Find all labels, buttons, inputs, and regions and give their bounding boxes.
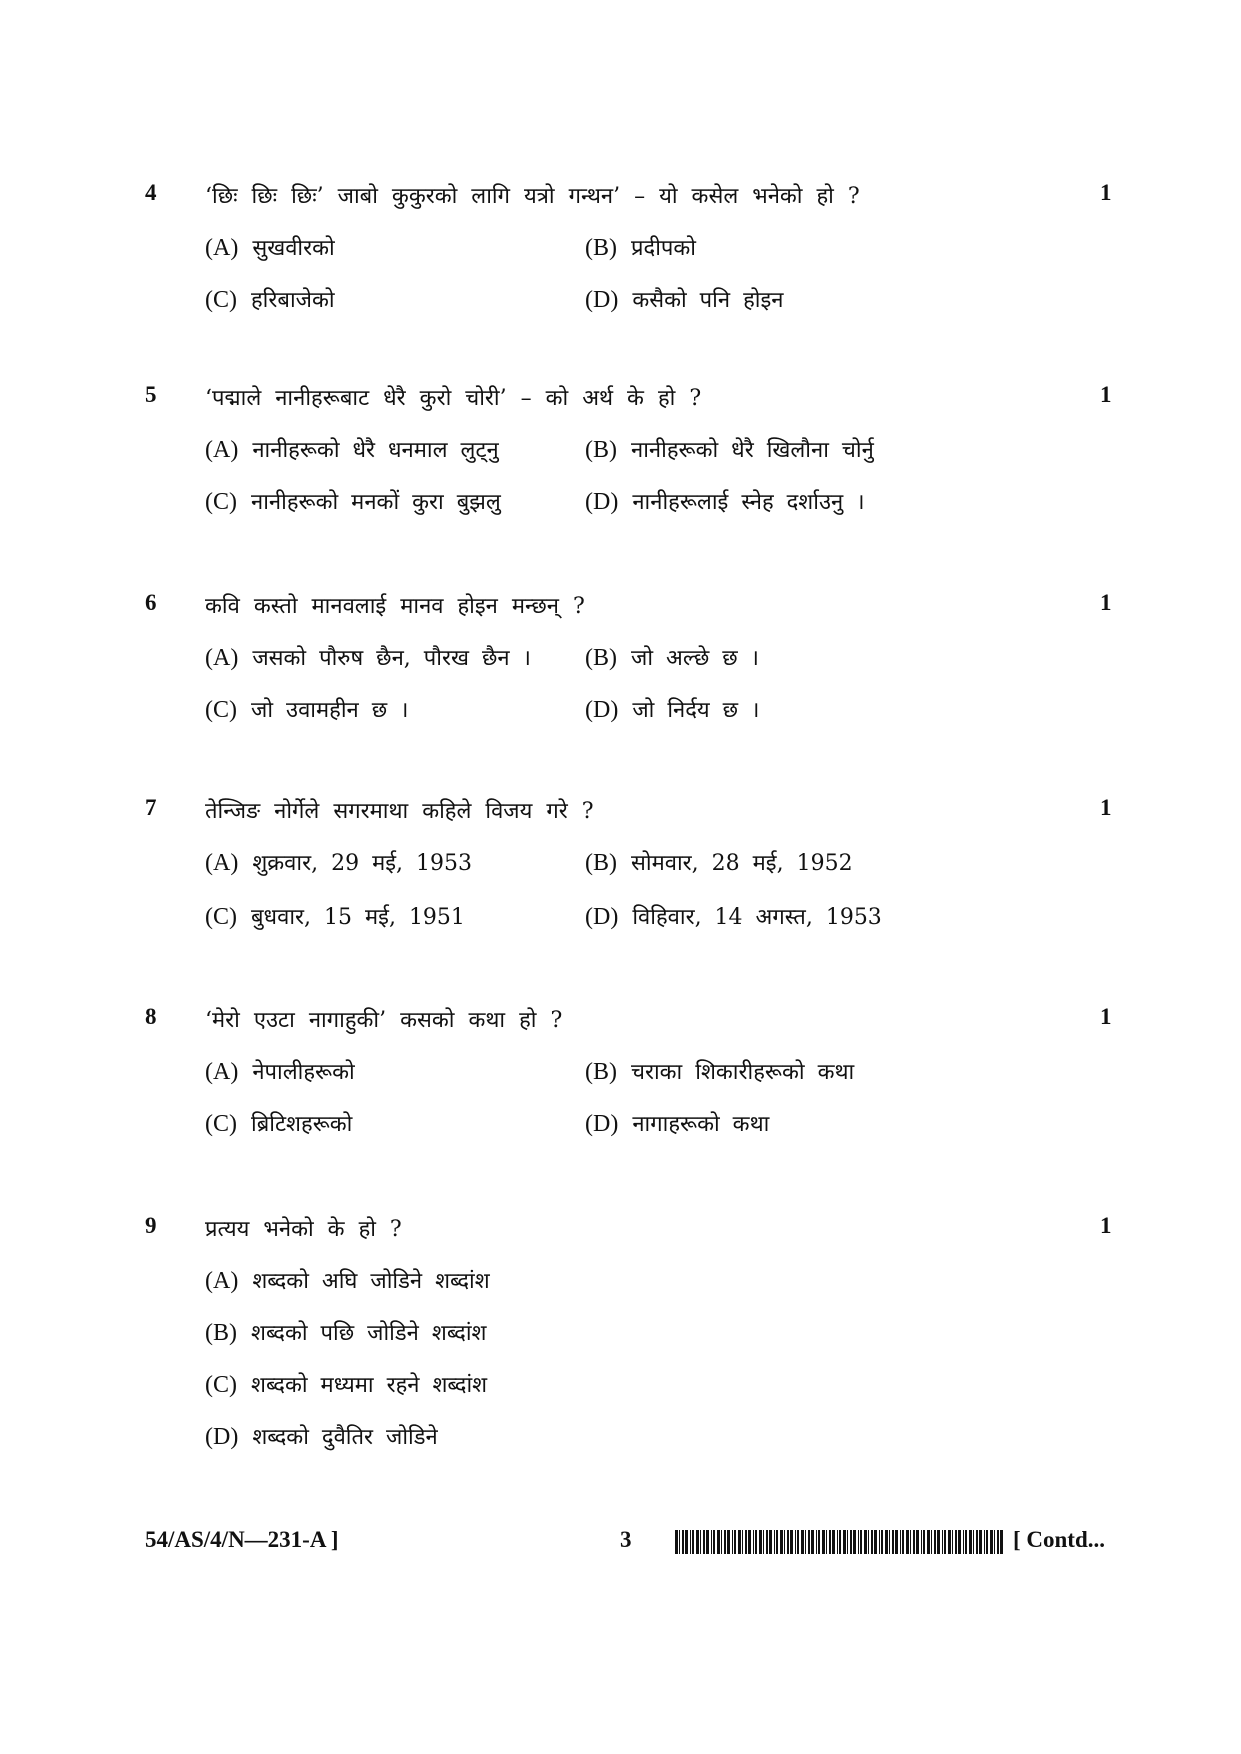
barcode-bar <box>906 1530 909 1554</box>
option-label: (A) <box>205 235 239 261</box>
option-text: नेपालीहरूको <box>252 1060 355 1085</box>
option-d <box>585 694 759 724</box>
barcode-bar <box>759 1530 762 1554</box>
barcode-bar <box>805 1530 806 1554</box>
barcode-bar <box>944 1530 946 1554</box>
barcode-bar <box>942 1530 943 1554</box>
barcode-bar <box>795 1530 796 1554</box>
option-d <box>585 901 882 931</box>
barcode-bar <box>753 1530 754 1554</box>
question-text: प्रत्यय भनेको के हो ? <box>205 1217 402 1242</box>
barcode-bar <box>703 1530 705 1554</box>
barcode-bar <box>675 1530 678 1554</box>
option-label: (D) <box>585 1111 619 1137</box>
option-text: नानीहरूको धेरै खिलौना चोर्नु <box>631 438 874 463</box>
barcode-bar <box>900 1530 901 1554</box>
barcode-bar <box>916 1530 919 1554</box>
barcode-bar <box>832 1530 835 1554</box>
barcode-bar <box>931 1530 932 1554</box>
barcode-bar <box>895 1530 898 1554</box>
option-label: (B) <box>585 645 617 671</box>
option-text: सोमवार, 28 मई, 1952 <box>631 851 853 876</box>
barcode-bar <box>808 1530 810 1554</box>
barcode-bar <box>994 1530 995 1554</box>
barcode-bar <box>969 1530 972 1554</box>
barcode-bar <box>868 1530 869 1554</box>
barcode-bar <box>679 1530 680 1554</box>
barcode-bar <box>910 1530 911 1554</box>
question-marks: 1 <box>1100 1213 1112 1238</box>
barcode-bar <box>706 1530 709 1554</box>
barcode-bar <box>885 1530 888 1554</box>
barcode-bar <box>963 1530 964 1554</box>
option-label: (A) <box>205 1268 239 1294</box>
barcode-bar <box>682 1530 684 1554</box>
option-text: चराका शिकारीहरूको कथा <box>631 1060 855 1085</box>
option-label: (D) <box>585 287 619 313</box>
question-text: कवि कस्तो मानवलाई मानव होइन मन्छन् ? <box>205 594 585 619</box>
option-text: शब्दको पछि जोडिने शब्दांश <box>251 1321 487 1346</box>
question-marks: 1 <box>1100 1004 1112 1029</box>
option-c <box>205 901 465 931</box>
barcode-bar <box>690 1530 691 1554</box>
option-label: (B) <box>585 1059 617 1085</box>
barcode-bar <box>818 1530 820 1554</box>
option-label: (C) <box>205 489 237 515</box>
option-b <box>585 1056 854 1086</box>
option-text: ब्रिटिशहरूको <box>251 1112 353 1137</box>
barcode-bar <box>763 1530 764 1554</box>
option-label: (D) <box>585 489 619 515</box>
barcode-bar <box>826 1530 827 1554</box>
barcode-bar <box>979 1530 982 1554</box>
option-label: (A) <box>205 1059 239 1085</box>
option-text: कसैको पनि होइन <box>632 288 784 313</box>
barcode-bar <box>952 1530 953 1554</box>
option-label: (C) <box>205 1372 237 1398</box>
barcode-bar <box>837 1530 838 1554</box>
option-d <box>585 486 865 516</box>
paper-code: 54/AS/4/N—231-A ] <box>145 1527 339 1552</box>
barcode-bar <box>727 1530 730 1554</box>
barcode-bar <box>858 1530 859 1554</box>
barcode-bar <box>755 1530 757 1554</box>
continued-label: [ Contd... <box>1013 1527 1106 1552</box>
barcode-bar <box>860 1530 862 1554</box>
option-text: बुधवार, 15 मई, 1951 <box>251 905 465 930</box>
option-label: (B) <box>585 235 617 261</box>
barcode-bar <box>829 1530 831 1554</box>
option-c <box>205 284 335 314</box>
option-d <box>585 284 783 314</box>
option-d <box>585 1108 769 1138</box>
option-b <box>585 847 853 877</box>
barcode-bar <box>902 1530 904 1554</box>
question-text: ‘छिः छिः छिः’ जाबो कुकुरको लागि यत्रो गन्थन’ – यो कसेल भनेको हो ? <box>205 184 860 209</box>
option-a <box>205 434 499 464</box>
barcode-bar <box>986 1530 988 1554</box>
option-text: प्रदीपको <box>631 236 696 261</box>
barcode-bar <box>990 1530 993 1554</box>
option-text: शब्दको दुवैतिर जोडिने <box>252 1425 438 1450</box>
option-text: जसको पौरुष छैन, पौरख छैन । <box>252 646 531 671</box>
barcode-bar <box>853 1530 856 1554</box>
barcode-bar <box>721 1530 722 1554</box>
barcode-bar <box>711 1530 712 1554</box>
option-label: (C) <box>205 1111 237 1137</box>
option-a <box>205 642 531 672</box>
barcode-bar <box>732 1530 733 1554</box>
barcode-bar <box>745 1530 747 1554</box>
barcode-bar <box>879 1530 880 1554</box>
barcode-bar <box>700 1530 701 1554</box>
barcode-bar <box>839 1530 841 1554</box>
barcode-bar <box>881 1530 883 1554</box>
option-c <box>205 694 409 724</box>
barcode-bar <box>738 1530 741 1554</box>
option-label: (B) <box>585 437 617 463</box>
option-label: (A) <box>205 437 239 463</box>
option-label: (D) <box>585 904 619 930</box>
barcode-bar <box>927 1530 930 1554</box>
question-marks: 1 <box>1100 590 1112 615</box>
barcode-bar <box>692 1530 694 1554</box>
barcode-bar <box>790 1530 793 1554</box>
barcode-bar <box>780 1530 783 1554</box>
barcode-bar <box>717 1530 720 1554</box>
barcode-bar <box>958 1530 961 1554</box>
barcode-bar <box>976 1530 978 1554</box>
option-c <box>205 1369 487 1399</box>
barcode-bar <box>934 1530 936 1554</box>
option-b <box>205 1317 486 1347</box>
question-number: 4 <box>145 180 157 205</box>
option-a <box>205 1056 355 1086</box>
barcode-bar <box>984 1530 985 1554</box>
option-text: विहिवार, 14 अगस्त, 1953 <box>632 905 882 930</box>
barcode-bar <box>787 1530 789 1554</box>
option-text: जो निर्दय छ । <box>632 698 760 723</box>
option-label: (D) <box>205 1424 239 1450</box>
question-text: ‘मेरो एउटा नागाहुकी’ कसको कथा हो ? <box>205 1008 563 1033</box>
barcode-bar <box>997 1530 999 1554</box>
option-text: शब्दको मध्यमा रहने शब्दांश <box>251 1373 488 1398</box>
option-label: (D) <box>585 697 619 723</box>
option-label: (C) <box>205 697 237 723</box>
question-marks: 1 <box>1100 382 1112 407</box>
option-c <box>205 486 501 516</box>
option-d <box>205 1421 438 1451</box>
option-text: शब्दको अघि जोडिने शब्दांश <box>252 1269 490 1294</box>
barcode-bar <box>797 1530 799 1554</box>
question-number: 6 <box>145 590 157 615</box>
barcode-bar <box>713 1530 715 1554</box>
barcode-bar <box>923 1530 925 1554</box>
barcode-bar <box>847 1530 848 1554</box>
option-c <box>205 1108 352 1138</box>
option-b <box>585 642 759 672</box>
barcode-bar <box>874 1530 877 1554</box>
option-text: जो उवामहीन छ । <box>251 698 409 723</box>
barcode-bar <box>913 1530 915 1554</box>
option-text: जो अल्छे छ । <box>631 646 759 671</box>
option-a <box>205 232 335 262</box>
barcode-bar <box>892 1530 894 1554</box>
option-b <box>585 232 696 262</box>
barcode-bar <box>696 1530 699 1554</box>
barcode-bar <box>811 1530 814 1554</box>
barcode-bar <box>973 1530 974 1554</box>
barcode-bar <box>724 1530 726 1554</box>
barcode-bar <box>843 1530 846 1554</box>
barcode-bar <box>965 1530 967 1554</box>
option-text: नानीहरूलाई स्नेह दर्शाउनु । <box>632 490 865 515</box>
option-text: शुक्रवार, 29 मई, 1953 <box>252 851 473 876</box>
barcode-bar <box>955 1530 957 1554</box>
option-b <box>585 434 874 464</box>
option-label: (A) <box>205 645 239 671</box>
option-label: (A) <box>205 850 239 876</box>
barcode-bar <box>748 1530 751 1554</box>
barcode-bar <box>822 1530 825 1554</box>
barcode-bar <box>948 1530 951 1554</box>
barcode-bar <box>871 1530 873 1554</box>
question-number: 5 <box>145 382 157 407</box>
barcode-bar <box>850 1530 852 1554</box>
barcode-icon <box>675 1530 1005 1554</box>
question-number: 9 <box>145 1213 157 1238</box>
barcode-bar <box>734 1530 736 1554</box>
question-number: 7 <box>145 795 157 820</box>
barcode-bar <box>889 1530 890 1554</box>
option-label: (B) <box>585 850 617 876</box>
barcode-bar <box>801 1530 804 1554</box>
barcode-bar <box>742 1530 743 1554</box>
option-a <box>205 1265 490 1295</box>
barcode-bar <box>937 1530 940 1554</box>
barcode-bar <box>921 1530 922 1554</box>
barcode-bar <box>776 1530 778 1554</box>
barcode-bar <box>685 1530 688 1554</box>
barcode-bar <box>774 1530 775 1554</box>
barcode-bar <box>864 1530 867 1554</box>
question-marks: 1 <box>1100 795 1112 820</box>
option-text: नानीहरूको मनकों कुरा बुझलु <box>251 490 501 515</box>
option-label: (C) <box>205 287 237 313</box>
option-text: नानीहरूको धेरै धनमाल लुट्नु <box>252 438 499 463</box>
barcode-bar <box>816 1530 817 1554</box>
option-text: सुखवीरको <box>252 236 335 261</box>
barcode-bar <box>769 1530 772 1554</box>
question-text: ‘पद्माले नानीहरूबाट धेरै कुरो चोरी’ – को अर्थ के हो ? <box>205 386 702 411</box>
barcode-bar <box>1000 1530 1003 1554</box>
question-number: 8 <box>145 1004 157 1029</box>
question-text: तेन्जिङ नोर्गेले सगरमाथा कहिले विजय गरे ? <box>205 799 594 824</box>
option-text: हरिबाजेको <box>251 288 335 313</box>
option-label: (B) <box>205 1320 237 1346</box>
option-text: नागाहरूको कथा <box>632 1112 770 1137</box>
question-marks: 1 <box>1100 180 1112 205</box>
barcode-bar <box>784 1530 785 1554</box>
barcode-bar <box>766 1530 768 1554</box>
option-label: (C) <box>205 904 237 930</box>
option-a <box>205 847 472 877</box>
page-number: 3 <box>620 1527 632 1552</box>
